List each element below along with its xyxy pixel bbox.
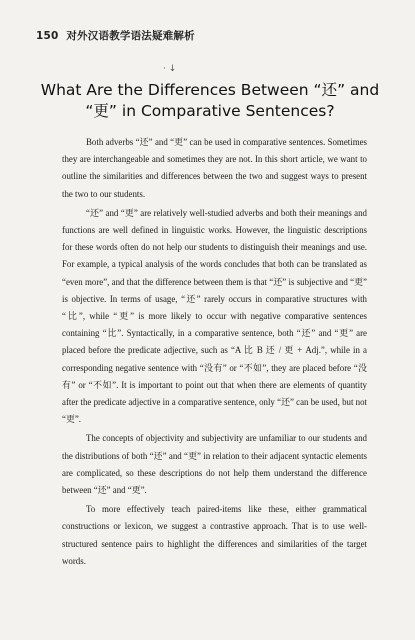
page-number: 150 (36, 30, 59, 42)
article-body (62, 134, 367, 572)
book-title: 对外汉语教学语法疑难解析 (66, 30, 195, 42)
pencil-mark: · ↓ (163, 64, 177, 74)
title-line-2: “更” in Comparative Sentences? (85, 102, 335, 120)
running-header (36, 28, 395, 43)
paragraph-3: The concepts of objectivity and subjectivity are unfamiliar to our students and the distributions of both “还” and “更” in relation to their adjacent syntactic elements are complicated, so these descriptions do not help them understand the difference between “还” and “更”. (62, 433, 367, 496)
paragraph-1: Both adverbs “还” and “更” can be used in comparative sentences. Sometimes they are interchangeable and sometimes they are not. In this short article, we want to outline the similarities and differences between the two and suggest ways to present the two to our students. (62, 137, 367, 199)
title-line-1: What Are the Differences Between “还” and (40, 81, 380, 99)
article-title (40, 80, 380, 122)
paragraph-2: “还” and “更” are relatively well-studied adverbs and both their meanings and functions are well defined in linguistic works. However, the linguistic descriptions for these words often do not help our students to distinguish their meanings and use. For example, a typical analysis of the words concludes that both can be translated as “even more”, and that the difference between them is that “还” is subjective and “更” is objective. In terms of usage, “还” rarely occurs in comparative structures with “比”, while “更” is more likely to occur with negative comparative sentences containing “比”. Syntactically, in a comparative sentence, both “还” and “更” are placed before the predicate adjective, such as “A 比 B 还 / 更 + Adj.”, while in a corresponding negative sentence with “没有” or “不如”, they are placed before “没有” or “不如”. It is important to point out that when there are elements of quantity after the predicate adjective in a comparative sentence, only “还” can be used, but not “更”. (62, 207, 367, 425)
paragraph-4: To more effectively teach paired-items like these, either grammatical constructions or lexicon, we suggest a contrastive approach. That is to use well-structured sentence pairs to highlight the differences and similarities of the target words. (62, 504, 367, 566)
